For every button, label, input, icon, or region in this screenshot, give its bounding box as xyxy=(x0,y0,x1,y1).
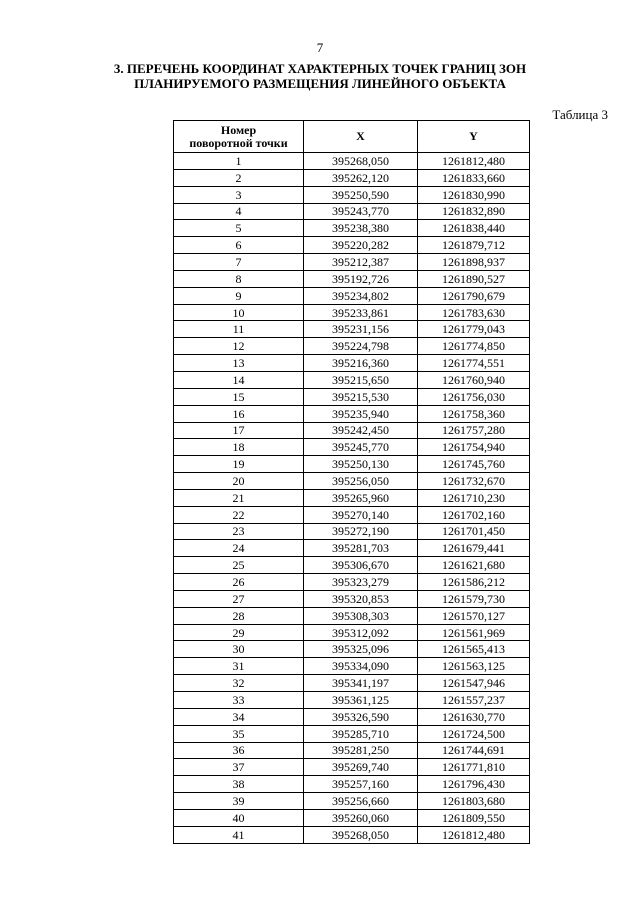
cell-x: 395220,282 xyxy=(304,237,418,254)
cell-y: 1261565,413 xyxy=(418,641,530,658)
cell-x: 395306,670 xyxy=(304,557,418,574)
cell-y: 1261812,480 xyxy=(418,153,530,170)
document-title-line-2: ПЛАНИРУЕМОГО РАЗМЕЩЕНИЯ ЛИНЕЙНОГО ОБЪЕКТА xyxy=(134,76,506,91)
cell-point-number: 14 xyxy=(174,371,304,388)
cell-x: 395233,861 xyxy=(304,304,418,321)
cell-x: 395231,156 xyxy=(304,321,418,338)
table-row xyxy=(174,692,530,709)
table-row xyxy=(174,304,530,321)
table-row xyxy=(174,371,530,388)
document-title-line-1: 3. ПЕРЕЧЕНЬ КООРДИНАТ ХАРАКТЕРНЫХ ТОЧЕК ГРАНИЦ ЗОН xyxy=(113,61,527,76)
cell-y: 1261790,679 xyxy=(418,287,530,304)
cell-y: 1261757,280 xyxy=(418,422,530,439)
cell-y: 1261754,940 xyxy=(418,439,530,456)
table-row xyxy=(174,725,530,742)
cell-y: 1261771,810 xyxy=(418,759,530,776)
cell-y: 1261702,160 xyxy=(418,506,530,523)
table-row xyxy=(174,439,530,456)
table-row xyxy=(174,473,530,490)
table-body xyxy=(174,153,530,844)
cell-point-number: 13 xyxy=(174,355,304,372)
cell-y: 1261745,760 xyxy=(418,456,530,473)
cell-y: 1261621,680 xyxy=(418,557,530,574)
table-row xyxy=(174,590,530,607)
cell-point-number: 29 xyxy=(174,624,304,641)
cell-point-number: 19 xyxy=(174,456,304,473)
cell-point-number: 4 xyxy=(174,203,304,220)
cell-point-number: 31 xyxy=(174,658,304,675)
cell-point-number: 9 xyxy=(174,287,304,304)
cell-y: 1261758,360 xyxy=(418,405,530,422)
table-row xyxy=(174,422,530,439)
cell-y: 1261756,030 xyxy=(418,388,530,405)
cell-point-number: 37 xyxy=(174,759,304,776)
table-row xyxy=(174,153,530,170)
cell-y: 1261830,990 xyxy=(418,186,530,203)
table-row xyxy=(174,321,530,338)
table-row xyxy=(174,270,530,287)
table-row xyxy=(174,641,530,658)
cell-x: 395260,060 xyxy=(304,809,418,826)
table-row xyxy=(174,759,530,776)
cell-point-number: 21 xyxy=(174,489,304,506)
cell-y: 1261774,551 xyxy=(418,355,530,372)
table-row xyxy=(174,809,530,826)
cell-point-number: 20 xyxy=(174,473,304,490)
table-row xyxy=(174,388,530,405)
cell-x: 395216,360 xyxy=(304,355,418,372)
table-caption: Таблица 3 xyxy=(552,107,608,122)
cell-y: 1261732,670 xyxy=(418,473,530,490)
cell-x: 395281,703 xyxy=(304,540,418,557)
cell-x: 395269,740 xyxy=(304,759,418,776)
cell-x: 395281,250 xyxy=(304,742,418,759)
cell-x: 395243,770 xyxy=(304,203,418,220)
table-row xyxy=(174,237,530,254)
cell-point-number: 34 xyxy=(174,708,304,725)
cell-x: 395285,710 xyxy=(304,725,418,742)
cell-point-number: 40 xyxy=(174,809,304,826)
cell-y: 1261803,680 xyxy=(418,793,530,810)
cell-x: 395323,279 xyxy=(304,574,418,591)
table-row xyxy=(174,186,530,203)
cell-x: 395215,650 xyxy=(304,371,418,388)
cell-point-number: 38 xyxy=(174,776,304,793)
cell-y: 1261832,890 xyxy=(418,203,530,220)
table-row xyxy=(174,557,530,574)
table-row xyxy=(174,776,530,793)
cell-x: 395272,190 xyxy=(304,523,418,540)
table-row xyxy=(174,355,530,372)
cell-point-number: 3 xyxy=(174,186,304,203)
cell-x: 395250,590 xyxy=(304,186,418,203)
table-row xyxy=(174,793,530,810)
table-row xyxy=(174,405,530,422)
table-row xyxy=(174,540,530,557)
cell-y: 1261796,430 xyxy=(418,776,530,793)
table-header-row xyxy=(174,121,530,153)
table-row xyxy=(174,203,530,220)
cell-y: 1261774,850 xyxy=(418,338,530,355)
cell-point-number: 5 xyxy=(174,220,304,237)
cell-x: 395312,092 xyxy=(304,624,418,641)
cell-y: 1261561,969 xyxy=(418,624,530,641)
table-header xyxy=(174,121,530,153)
cell-y: 1261838,440 xyxy=(418,220,530,237)
cell-x: 395257,160 xyxy=(304,776,418,793)
cell-x: 395256,050 xyxy=(304,473,418,490)
cell-point-number: 28 xyxy=(174,607,304,624)
table-row xyxy=(174,220,530,237)
table-row xyxy=(174,742,530,759)
header-point-number xyxy=(174,121,304,153)
cell-point-number: 17 xyxy=(174,422,304,439)
cell-x: 395256,660 xyxy=(304,793,418,810)
cell-y: 1261547,946 xyxy=(418,675,530,692)
cell-point-number: 2 xyxy=(174,169,304,186)
cell-point-number: 1 xyxy=(174,153,304,170)
cell-y: 1261701,450 xyxy=(418,523,530,540)
cell-y: 1261570,127 xyxy=(418,607,530,624)
cell-x: 395234,802 xyxy=(304,287,418,304)
cell-y: 1261760,940 xyxy=(418,371,530,388)
cell-x: 395268,050 xyxy=(304,153,418,170)
cell-point-number: 36 xyxy=(174,742,304,759)
cell-x: 395361,125 xyxy=(304,692,418,709)
cell-y: 1261579,730 xyxy=(418,590,530,607)
table-row xyxy=(174,708,530,725)
header-point-number-line-2: поворотной точки xyxy=(189,135,288,150)
cell-y: 1261890,527 xyxy=(418,270,530,287)
table-row xyxy=(174,254,530,271)
table-row xyxy=(174,338,530,355)
cell-y: 1261710,230 xyxy=(418,489,530,506)
cell-point-number: 6 xyxy=(174,237,304,254)
cell-y: 1261744,691 xyxy=(418,742,530,759)
cell-y: 1261898,937 xyxy=(418,254,530,271)
cell-y: 1261724,500 xyxy=(418,725,530,742)
cell-y: 1261783,630 xyxy=(418,304,530,321)
cell-y: 1261557,237 xyxy=(418,692,530,709)
cell-y: 1261812,480 xyxy=(418,826,530,843)
cell-point-number: 10 xyxy=(174,304,304,321)
cell-y: 1261679,441 xyxy=(418,540,530,557)
cell-y: 1261586,212 xyxy=(418,574,530,591)
table-row xyxy=(174,287,530,304)
table-row xyxy=(174,523,530,540)
document-title xyxy=(60,61,580,91)
cell-y: 1261630,770 xyxy=(418,708,530,725)
cell-point-number: 7 xyxy=(174,254,304,271)
cell-x: 395192,726 xyxy=(304,270,418,287)
cell-x: 395262,120 xyxy=(304,169,418,186)
cell-point-number: 22 xyxy=(174,506,304,523)
table-row xyxy=(174,826,530,843)
cell-x: 395265,960 xyxy=(304,489,418,506)
page-number: 7 xyxy=(316,40,324,55)
cell-y: 1261809,550 xyxy=(418,809,530,826)
cell-x: 395215,530 xyxy=(304,388,418,405)
cell-x: 395325,096 xyxy=(304,641,418,658)
cell-x: 395235,940 xyxy=(304,405,418,422)
cell-y: 1261833,660 xyxy=(418,169,530,186)
cell-x: 395308,303 xyxy=(304,607,418,624)
table-row xyxy=(174,169,530,186)
cell-point-number: 24 xyxy=(174,540,304,557)
cell-x: 395238,380 xyxy=(304,220,418,237)
header-y: Y xyxy=(418,121,530,153)
cell-x: 395341,197 xyxy=(304,675,418,692)
cell-x: 395268,050 xyxy=(304,826,418,843)
header-x: X xyxy=(304,121,418,153)
cell-x: 395326,590 xyxy=(304,708,418,725)
cell-x: 395245,770 xyxy=(304,439,418,456)
cell-point-number: 26 xyxy=(174,574,304,591)
cell-x: 395212,387 xyxy=(304,254,418,271)
table-row xyxy=(174,456,530,473)
cell-point-number: 23 xyxy=(174,523,304,540)
cell-point-number: 41 xyxy=(174,826,304,843)
cell-point-number: 8 xyxy=(174,270,304,287)
cell-x: 395320,853 xyxy=(304,590,418,607)
table-row xyxy=(174,675,530,692)
cell-x: 395242,450 xyxy=(304,422,418,439)
cell-point-number: 11 xyxy=(174,321,304,338)
cell-x: 395250,130 xyxy=(304,456,418,473)
cell-y: 1261779,043 xyxy=(418,321,530,338)
table-row xyxy=(174,624,530,641)
cell-point-number: 18 xyxy=(174,439,304,456)
cell-point-number: 30 xyxy=(174,641,304,658)
table-row xyxy=(174,506,530,523)
cell-point-number: 39 xyxy=(174,793,304,810)
table-row xyxy=(174,489,530,506)
cell-x: 395334,090 xyxy=(304,658,418,675)
table-row xyxy=(174,574,530,591)
coordinates-table xyxy=(173,120,530,844)
cell-point-number: 33 xyxy=(174,692,304,709)
header-point-number-line-1: Номер xyxy=(220,122,257,137)
cell-point-number: 16 xyxy=(174,405,304,422)
cell-point-number: 12 xyxy=(174,338,304,355)
cell-y: 1261563,125 xyxy=(418,658,530,675)
cell-point-number: 25 xyxy=(174,557,304,574)
cell-x: 395270,140 xyxy=(304,506,418,523)
table-row xyxy=(174,607,530,624)
table-row xyxy=(174,658,530,675)
cell-point-number: 15 xyxy=(174,388,304,405)
cell-point-number: 27 xyxy=(174,590,304,607)
cell-y: 1261879,712 xyxy=(418,237,530,254)
cell-x: 395224,798 xyxy=(304,338,418,355)
cell-point-number: 35 xyxy=(174,725,304,742)
cell-point-number: 32 xyxy=(174,675,304,692)
